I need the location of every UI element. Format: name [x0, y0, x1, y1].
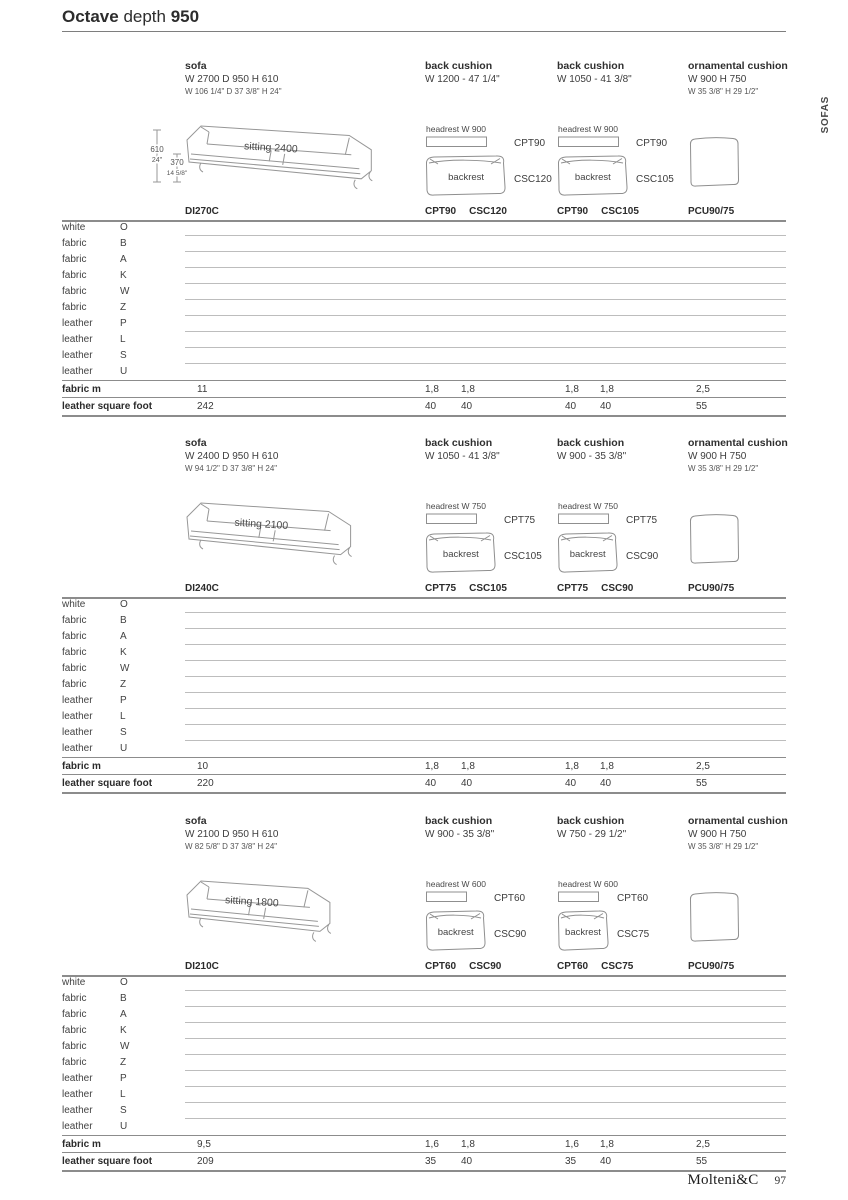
leather-sqft-cpt2: 40	[565, 778, 577, 789]
back-cushion-1-header	[425, 437, 500, 462]
page-number: 97	[774, 1175, 786, 1187]
leather-sqft-label: leather square foot	[62, 778, 153, 789]
leather-quantity-row	[0, 398, 848, 414]
material-type: fabric	[62, 1025, 87, 1036]
fabric-m-csc2: 1,8	[600, 384, 614, 395]
sofa-dimensions-mm: W 2100 D 950 H 610	[185, 829, 279, 840]
sofa-column-title: sofa	[185, 815, 207, 827]
headrest-width-label: headrest W 900	[558, 124, 619, 134]
material-type: leather	[62, 711, 93, 722]
ornamental-cushion-shape	[690, 138, 738, 186]
material-code-letter: A	[120, 1009, 127, 1020]
leather-sqft-cpt2: 40	[565, 401, 577, 412]
back-cushion-1-drawing	[425, 499, 575, 581]
back-cushion-2-codes	[557, 206, 639, 217]
backrest-code-label: CSC90	[494, 929, 527, 940]
material-row	[0, 364, 848, 380]
back-cushion-2-codes	[557, 961, 633, 972]
material-code-letter: K	[120, 647, 127, 658]
back-cushion-2-title: back cushion	[557, 60, 625, 72]
headrest-code: CPT75	[425, 583, 457, 594]
material-row	[0, 348, 848, 364]
material-code-letter: B	[120, 238, 127, 249]
back-cushion-1-codes	[425, 206, 507, 217]
material-code-letter: S	[120, 1105, 127, 1116]
leather-sqft-cpt1: 35	[425, 1156, 437, 1167]
back-cushion-2-dimensions: W 750 - 29 1/2"	[557, 829, 627, 840]
headrest-bar	[559, 514, 609, 524]
sofa-column-header	[185, 60, 282, 96]
material-type: leather	[62, 743, 93, 754]
material-type: leather	[62, 1073, 93, 1084]
sofa-dimensions-inches: W 82 5/8" D 37 3/8" H 24"	[185, 842, 278, 851]
back-cushion-2-header	[557, 815, 626, 840]
backrest-code: CSC120	[469, 206, 507, 217]
fabric-m-sofa: 10	[197, 761, 209, 772]
sofa-dimensions-inches: W 106 1/4" D 37 3/8" H 24"	[185, 87, 282, 96]
material-code-letter: A	[120, 631, 127, 642]
back-cushion-1-drawing	[425, 877, 575, 959]
title-depth-word: depth	[123, 7, 166, 26]
table-bottom-border	[62, 1170, 786, 1172]
backrest-code: CSC90	[469, 961, 502, 972]
material-code-letter: U	[120, 1121, 128, 1132]
material-row	[0, 613, 848, 629]
material-code-letter: O	[120, 599, 128, 610]
material-code-letter: U	[120, 743, 128, 754]
table-bottom-border	[62, 415, 786, 417]
collection-name: Octave	[62, 7, 119, 26]
back-cushion-1-codes	[425, 961, 501, 972]
ornamental-cushion-code: PCU90/75	[688, 583, 735, 594]
material-type: leather	[62, 318, 93, 329]
material-row	[0, 300, 848, 316]
fabric-m-sofa: 9,5	[197, 1139, 211, 1150]
backrest-label: backrest	[574, 172, 611, 183]
material-type: fabric	[62, 1041, 87, 1052]
page-title	[62, 7, 199, 27]
headrest-code-label: CPT75	[626, 515, 658, 526]
height-mm-label: 610	[150, 145, 164, 154]
headrest-code: CPT90	[557, 206, 589, 217]
headrest-bar	[559, 892, 599, 902]
sofa-line-drawing	[148, 495, 398, 583]
headrest-width-label: headrest W 750	[558, 501, 619, 511]
ornamental-cushion-dimensions-mm: W 900 H 750	[688, 74, 747, 85]
material-type: leather	[62, 1089, 93, 1100]
material-type: leather	[62, 366, 93, 377]
material-code-letter: Z	[120, 302, 127, 313]
material-type: fabric	[62, 631, 87, 642]
material-row	[0, 1055, 848, 1071]
material-type: fabric	[62, 1009, 87, 1020]
material-row	[0, 709, 848, 725]
material-type: fabric	[62, 238, 87, 249]
fabric-m-cpt2: 1,8	[565, 761, 579, 772]
product-section	[0, 437, 848, 814]
material-type: leather	[62, 350, 93, 361]
material-row	[0, 332, 848, 348]
material-row	[0, 236, 848, 252]
leather-sqft-csc2: 40	[600, 778, 612, 789]
material-row	[0, 220, 848, 236]
sofa-product-code: DI240C	[185, 583, 219, 594]
material-row	[0, 268, 848, 284]
material-row	[0, 629, 848, 645]
back-cushion-1-dimensions: W 1050 - 41 3/8"	[425, 451, 500, 462]
sofa-product-code: DI210C	[185, 961, 219, 972]
fabric-m-ornamental: 2,5	[696, 384, 710, 395]
back-cushion-2-dimensions: W 900 - 35 3/8"	[557, 451, 627, 462]
ornamental-cushion-header	[688, 60, 788, 96]
fabric-m-cpt1: 1,8	[425, 761, 439, 772]
fabric-m-cpt1: 1,6	[425, 1139, 439, 1150]
headrest-width-label: headrest W 600	[426, 879, 487, 889]
ornamental-cushion-drawing	[688, 513, 740, 565]
material-row	[0, 1007, 848, 1023]
material-code-letter: S	[120, 727, 127, 738]
material-row	[0, 252, 848, 268]
backrest-label: backrest	[565, 927, 601, 938]
back-cushion-1-header	[425, 60, 500, 85]
material-code-letter: W	[120, 1041, 130, 1052]
leather-sqft-cpt1: 40	[425, 401, 437, 412]
title-depth-value: 950	[170, 7, 200, 26]
material-code-letter: S	[120, 350, 127, 361]
back-cushion-2-codes	[557, 583, 633, 594]
backrest-label: backrest	[437, 927, 474, 938]
fabric-m-csc1: 1,8	[461, 384, 475, 395]
ornamental-cushion-title: ornamental cushion	[688, 437, 788, 449]
backrest-code-label: CSC105	[504, 551, 542, 562]
fabric-m-csc1: 1,8	[461, 761, 475, 772]
material-row	[0, 677, 848, 693]
fabric-m-ornamental: 2,5	[696, 761, 710, 772]
seat-height-mm-label: 370	[170, 158, 184, 167]
fabric-m-csc2: 1,8	[600, 761, 614, 772]
back-cushion-2-dimensions: W 1050 - 41 3/8"	[557, 74, 632, 85]
material-code-letter: W	[120, 663, 130, 674]
ornamental-cushion-drawing	[688, 136, 740, 188]
material-row	[0, 991, 848, 1007]
material-code-letter: Z	[120, 679, 127, 690]
backrest-code-label: CSC90	[626, 551, 659, 562]
material-type: fabric	[62, 1057, 87, 1068]
back-cushion-1-title: back cushion	[425, 815, 493, 827]
back-cushion-1-dimensions: W 1200 - 47 1/4"	[425, 74, 500, 85]
material-type: fabric	[62, 302, 87, 313]
leather-sqft-ornamental: 55	[696, 401, 708, 412]
material-type: leather	[62, 695, 93, 706]
sofa-line-drawing	[148, 873, 398, 961]
material-row	[0, 1119, 848, 1135]
material-type: fabric	[62, 254, 87, 265]
leather-sqft-ornamental: 55	[696, 778, 708, 789]
material-code-letter: K	[120, 1025, 127, 1036]
backrest-code-label: CSC75	[617, 929, 650, 940]
material-type: fabric	[62, 679, 87, 690]
sofa-column-title: sofa	[185, 437, 207, 449]
material-row	[0, 1071, 848, 1087]
headrest-bar	[427, 514, 477, 524]
material-row	[0, 284, 848, 300]
sofa-product-code: DI270C	[185, 206, 219, 217]
fabric-m-cpt2: 1,6	[565, 1139, 579, 1150]
page-footer	[688, 1172, 786, 1189]
headrest-code-label: CPT75	[504, 515, 536, 526]
sofa-line-drawing	[148, 118, 398, 206]
sofa-dimensions-mm: W 2400 D 950 H 610	[185, 451, 279, 462]
ornamental-cushion-dimensions-inches: W 35 3/8" H 29 1/2"	[688, 464, 759, 473]
ornamental-cushion-shape	[690, 893, 738, 941]
material-code-letter: L	[120, 334, 126, 345]
ornamental-cushion-dimensions-inches: W 35 3/8" H 29 1/2"	[688, 87, 759, 96]
material-code-letter: B	[120, 615, 127, 626]
headrest-code-label: CPT60	[494, 893, 526, 904]
fabric-m-cpt1: 1,8	[425, 384, 439, 395]
material-code-letter: O	[120, 977, 128, 988]
ornamental-cushion-shape	[690, 515, 738, 563]
sofa-column-title: sofa	[185, 60, 207, 72]
material-code-letter: L	[120, 1089, 126, 1100]
sofa-dimensions-mm: W 2700 D 950 H 610	[185, 74, 279, 85]
material-type: fabric	[62, 647, 87, 658]
title-rule	[62, 31, 786, 32]
back-cushion-2-title: back cushion	[557, 437, 625, 449]
back-cushion-1-dimensions: W 900 - 35 3/8"	[425, 829, 495, 840]
leather-quantity-row	[0, 775, 848, 791]
back-cushion-2-drawing	[557, 122, 707, 204]
backrest-code: CSC105	[601, 206, 639, 217]
headrest-code-label: CPT90	[514, 138, 546, 149]
material-row	[0, 1039, 848, 1055]
material-code-letter: Z	[120, 1057, 127, 1068]
leather-sqft-label: leather square foot	[62, 401, 153, 412]
headrest-bar	[427, 137, 487, 147]
back-cushion-1-title: back cushion	[425, 60, 493, 72]
back-cushion-1-drawing	[425, 122, 575, 204]
backrest-label: backrest	[448, 172, 485, 183]
height-in-label: 24"	[151, 157, 163, 164]
material-row	[0, 316, 848, 332]
leather-sqft-csc1: 40	[461, 778, 473, 789]
ornamental-cushion-title: ornamental cushion	[688, 815, 788, 827]
material-type: white	[62, 977, 86, 988]
material-row	[0, 725, 848, 741]
sitting-label: sitting 2400	[243, 140, 299, 156]
headrest-code: CPT60	[557, 961, 589, 972]
ornamental-cushion-dimensions-inches: W 35 3/8" H 29 1/2"	[688, 842, 759, 851]
ornamental-cushion-header	[688, 815, 788, 851]
leather-sqft-label: leather square foot	[62, 1156, 153, 1167]
material-type: white	[62, 599, 86, 610]
material-type: white	[62, 222, 86, 233]
brand-logotype: Molteni&C	[687, 1172, 759, 1188]
material-row	[0, 975, 848, 991]
fabric-quantity-row	[0, 758, 848, 774]
backrest-code-label: CSC105	[636, 174, 674, 185]
sofa-dimensions-inches: W 94 1/2" D 37 3/8" H 24"	[185, 464, 278, 473]
material-code-letter: K	[120, 270, 127, 281]
leather-sqft-csc2: 40	[600, 1156, 612, 1167]
headrest-code-label: CPT60	[617, 893, 649, 904]
sitting-label: sitting 2100	[234, 516, 289, 532]
back-cushion-2-header	[557, 437, 626, 462]
back-cushion-2-drawing	[557, 877, 707, 959]
material-code-letter: A	[120, 254, 127, 265]
ornamental-cushion-header	[688, 437, 788, 473]
fabric-quantity-row	[0, 1136, 848, 1152]
sofa-column-header	[185, 815, 278, 851]
fabric-m-label: fabric m	[62, 384, 101, 395]
headrest-bar	[427, 892, 467, 902]
headrest-width-label: headrest W 750	[426, 501, 487, 511]
sofa-column-header	[185, 437, 278, 473]
material-row	[0, 1103, 848, 1119]
ornamental-cushion-title: ornamental cushion	[688, 60, 788, 72]
headrest-code: CPT90	[425, 206, 457, 217]
headrest-width-label: headrest W 900	[426, 124, 487, 134]
material-row	[0, 1087, 848, 1103]
backrest-code: CSC105	[469, 583, 507, 594]
material-type: fabric	[62, 993, 87, 1004]
ornamental-cushion-code: PCU90/75	[688, 961, 735, 972]
leather-sqft-sofa: 220	[197, 778, 214, 789]
leather-quantity-row	[0, 1153, 848, 1169]
material-type: leather	[62, 1105, 93, 1116]
material-type: leather	[62, 727, 93, 738]
material-type: fabric	[62, 270, 87, 281]
ornamental-cushion-drawing	[688, 891, 740, 943]
backrest-label: backrest	[442, 549, 479, 560]
material-type: fabric	[62, 615, 87, 626]
leather-sqft-sofa: 242	[197, 401, 214, 412]
ornamental-cushion-dimensions-mm: W 900 H 750	[688, 451, 747, 462]
table-bottom-border	[62, 792, 786, 794]
material-type: fabric	[62, 286, 87, 297]
material-code-letter: P	[120, 1073, 127, 1084]
back-cushion-2-drawing	[557, 499, 707, 581]
fabric-m-cpt2: 1,8	[565, 384, 579, 395]
fabric-m-ornamental: 2,5	[696, 1139, 710, 1150]
material-row	[0, 1023, 848, 1039]
material-type: leather	[62, 334, 93, 345]
fabric-m-label: fabric m	[62, 761, 101, 772]
material-code-letter: P	[120, 695, 127, 706]
fabric-m-csc1: 1,8	[461, 1139, 475, 1150]
leather-sqft-csc2: 40	[600, 401, 612, 412]
material-code-letter: L	[120, 711, 126, 722]
fabric-m-csc2: 1,8	[600, 1139, 614, 1150]
material-row	[0, 693, 848, 709]
seat-height-in-label: 14 5/8"	[166, 170, 188, 177]
fabric-quantity-row	[0, 381, 848, 397]
leather-sqft-cpt1: 40	[425, 778, 437, 789]
leather-sqft-csc1: 40	[461, 1156, 473, 1167]
headrest-code: CPT75	[557, 583, 589, 594]
material-row	[0, 597, 848, 613]
back-cushion-1-header	[425, 815, 494, 840]
product-section	[0, 815, 848, 1192]
ornamental-cushion-code: PCU90/75	[688, 206, 735, 217]
material-row	[0, 661, 848, 677]
category-side-label: SOFAS	[820, 96, 831, 134]
headrest-code: CPT60	[425, 961, 457, 972]
material-code-letter: U	[120, 366, 128, 377]
back-cushion-1-title: back cushion	[425, 437, 493, 449]
material-code-letter: P	[120, 318, 127, 329]
material-type: fabric	[62, 663, 87, 674]
material-row	[0, 645, 848, 661]
sitting-label: sitting 1800	[224, 894, 280, 910]
backrest-code: CSC75	[601, 961, 634, 972]
leather-sqft-cpt2: 35	[565, 1156, 577, 1167]
material-code-letter: O	[120, 222, 128, 233]
headrest-bar	[559, 137, 619, 147]
leather-sqft-sofa: 209	[197, 1156, 214, 1167]
back-cushion-2-title: back cushion	[557, 815, 625, 827]
back-cushion-1-codes	[425, 583, 507, 594]
leather-sqft-ornamental: 55	[696, 1156, 708, 1167]
headrest-width-label: headrest W 600	[558, 879, 619, 889]
material-code-letter: W	[120, 286, 130, 297]
backrest-code-label: CSC120	[514, 174, 552, 185]
leather-sqft-csc1: 40	[461, 401, 473, 412]
back-cushion-2-header	[557, 60, 632, 85]
backrest-code: CSC90	[601, 583, 634, 594]
material-code-letter: B	[120, 993, 127, 1004]
product-section	[0, 60, 848, 437]
ornamental-cushion-dimensions-mm: W 900 H 750	[688, 829, 747, 840]
material-type: leather	[62, 1121, 93, 1132]
fabric-m-sofa: 11	[197, 384, 208, 395]
headrest-code-label: CPT90	[636, 138, 668, 149]
backrest-label: backrest	[569, 549, 606, 560]
material-row	[0, 741, 848, 757]
fabric-m-label: fabric m	[62, 1139, 101, 1150]
